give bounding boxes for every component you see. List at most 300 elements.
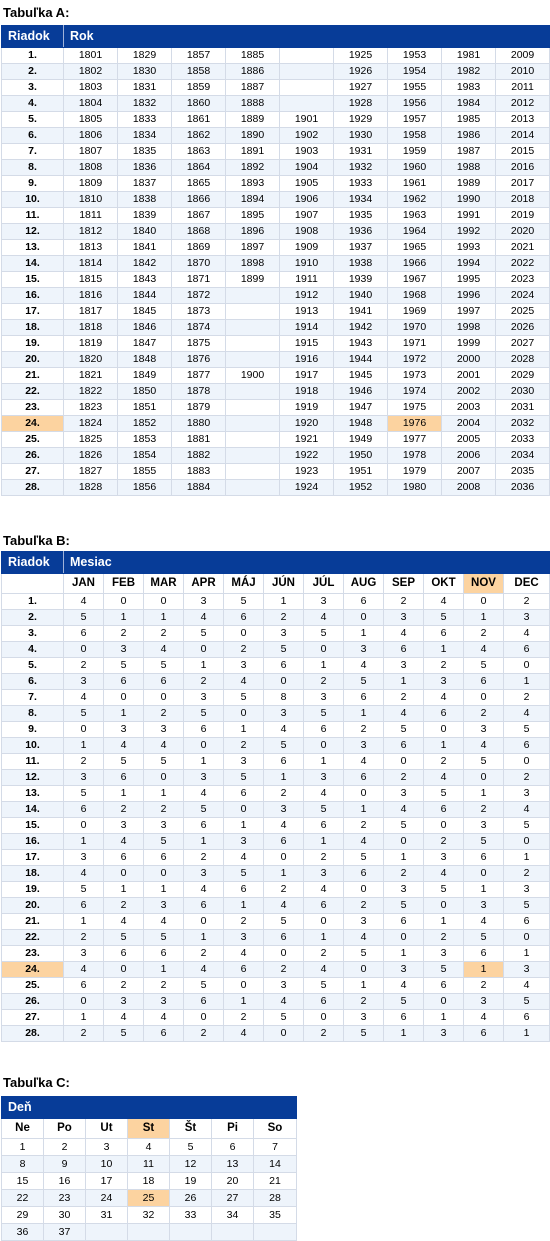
month-value-cell: 3 — [384, 610, 424, 626]
month-value-cell: 3 — [384, 882, 424, 898]
month-value-cell: 6 — [464, 850, 504, 866]
year-cell: 1882 — [172, 448, 226, 464]
year-cell: 1980 — [388, 480, 442, 496]
month-value-cell: 5 — [344, 674, 384, 690]
month-value-cell: 3 — [504, 786, 550, 802]
month-value-cell: 1 — [224, 818, 264, 834]
month-value-cell: 5 — [184, 802, 224, 818]
day-cell: 1 — [2, 1139, 44, 1156]
month-value-cell: 5 — [144, 834, 184, 850]
year-cell: 2025 — [496, 304, 550, 320]
year-cell: 2036 — [496, 480, 550, 496]
year-cell: 1903 — [280, 144, 334, 160]
month-value-cell: 6 — [104, 770, 144, 786]
year-cell — [226, 416, 280, 432]
year-cell: 1925 — [334, 48, 388, 64]
month-value-cell: 1 — [104, 786, 144, 802]
row-label: 23. — [2, 946, 64, 962]
year-cell: 1838 — [118, 192, 172, 208]
year-cell: 1886 — [226, 64, 280, 80]
year-cell: 1817 — [64, 304, 118, 320]
month-value-cell: 6 — [384, 738, 424, 754]
row-label: 28. — [2, 480, 64, 496]
table-row — [2, 320, 550, 336]
month-value-cell: 3 — [504, 962, 550, 978]
year-cell: 1816 — [64, 288, 118, 304]
month-value-cell: 0 — [464, 770, 504, 786]
day-cell: 24 — [86, 1190, 128, 1207]
year-cell: 1835 — [118, 144, 172, 160]
year-cell: 1970 — [388, 320, 442, 336]
table-row — [2, 1139, 297, 1156]
month-value-cell: 6 — [504, 738, 550, 754]
row-label: 5. — [2, 658, 64, 674]
year-cell: 1856 — [118, 480, 172, 496]
year-cell: 1893 — [226, 176, 280, 192]
month-value-cell: 1 — [144, 962, 184, 978]
month-value-cell: 4 — [424, 770, 464, 786]
year-cell: 2033 — [496, 432, 550, 448]
year-cell: 1811 — [64, 208, 118, 224]
month-value-cell: 4 — [264, 818, 304, 834]
day-cell: 8 — [2, 1156, 44, 1173]
year-cell: 1820 — [64, 352, 118, 368]
year-cell — [280, 80, 334, 96]
row-label: 20. — [2, 352, 64, 368]
month-value-cell: 4 — [264, 898, 304, 914]
month-value-cell: 3 — [144, 818, 184, 834]
year-cell: 1861 — [172, 112, 226, 128]
day-name-cell: St — [128, 1119, 170, 1139]
year-cell: 1871 — [172, 272, 226, 288]
month-value-cell: 0 — [184, 1010, 224, 1026]
table-row — [2, 368, 550, 384]
year-cell: 1892 — [226, 160, 280, 176]
table-row — [2, 914, 550, 930]
row-label: 5. — [2, 112, 64, 128]
month-value-cell: 5 — [104, 1026, 144, 1042]
row-label: 15. — [2, 272, 64, 288]
month-value-cell: 0 — [344, 786, 384, 802]
month-value-cell: 2 — [144, 802, 184, 818]
month-value-cell: 2 — [64, 930, 104, 946]
table-b-caption: Tabuľka B: — [3, 533, 70, 548]
month-value-cell: 1 — [224, 898, 264, 914]
month-value-cell: 3 — [304, 866, 344, 882]
month-value-cell: 5 — [264, 914, 304, 930]
day-cell — [86, 1224, 128, 1241]
year-cell: 1823 — [64, 400, 118, 416]
month-value-cell: 0 — [384, 834, 424, 850]
year-cell: 1996 — [442, 288, 496, 304]
month-value-cell: 0 — [424, 994, 464, 1010]
month-value-cell: 2 — [104, 626, 144, 642]
month-value-cell: 1 — [224, 722, 264, 738]
year-cell: 1982 — [442, 64, 496, 80]
year-cell: 1900 — [226, 368, 280, 384]
year-cell: 1915 — [280, 336, 334, 352]
month-value-cell: 1 — [384, 946, 424, 962]
day-cell — [170, 1224, 212, 1241]
month-value-cell: 3 — [64, 770, 104, 786]
month-value-cell: 0 — [64, 642, 104, 658]
month-value-cell: 5 — [224, 866, 264, 882]
month-value-cell: 6 — [504, 642, 550, 658]
month-value-cell: 0 — [144, 690, 184, 706]
year-cell: 2014 — [496, 128, 550, 144]
year-cell: 1810 — [64, 192, 118, 208]
year-cell: 1930 — [334, 128, 388, 144]
year-cell: 1864 — [172, 160, 226, 176]
month-value-cell: 4 — [504, 706, 550, 722]
year-cell — [226, 384, 280, 400]
month-júl: JÚL — [304, 574, 344, 594]
year-cell: 1850 — [118, 384, 172, 400]
month-value-cell: 4 — [184, 882, 224, 898]
year-cell: 1944 — [334, 352, 388, 368]
month-value-cell: 6 — [264, 834, 304, 850]
year-cell: 1815 — [64, 272, 118, 288]
month-value-cell: 1 — [424, 738, 464, 754]
month-value-cell: 5 — [504, 722, 550, 738]
year-cell: 1846 — [118, 320, 172, 336]
month-value-cell: 4 — [64, 962, 104, 978]
year-cell: 1947 — [334, 400, 388, 416]
month-value-cell: 5 — [64, 610, 104, 626]
year-cell: 1977 — [388, 432, 442, 448]
year-cell: 1958 — [388, 128, 442, 144]
month-value-cell: 2 — [184, 946, 224, 962]
year-cell: 1952 — [334, 480, 388, 496]
month-value-cell: 0 — [304, 1010, 344, 1026]
month-value-cell: 1 — [64, 914, 104, 930]
day-cell: 19 — [170, 1173, 212, 1190]
year-cell: 1813 — [64, 240, 118, 256]
month-value-cell: 4 — [384, 626, 424, 642]
table-row — [2, 256, 550, 272]
year-cell: 2001 — [442, 368, 496, 384]
table-row — [2, 610, 550, 626]
month-value-cell: 5 — [264, 738, 304, 754]
month-value-cell: 2 — [224, 738, 264, 754]
year-cell: 2002 — [442, 384, 496, 400]
month-value-cell: 6 — [304, 818, 344, 834]
day-cell: 7 — [254, 1139, 297, 1156]
row-label: 27. — [2, 1010, 64, 1026]
month-value-cell: 6 — [104, 674, 144, 690]
table-row — [2, 464, 550, 480]
month-value-cell: 1 — [104, 706, 144, 722]
year-cell: 1992 — [442, 224, 496, 240]
day-cell: 11 — [128, 1156, 170, 1173]
month-value-cell: 2 — [384, 690, 424, 706]
month-value-cell: 2 — [104, 802, 144, 818]
year-cell: 1896 — [226, 224, 280, 240]
year-cell: 1906 — [280, 192, 334, 208]
year-cell: 1995 — [442, 272, 496, 288]
day-cell: 29 — [2, 1207, 44, 1224]
table-row — [2, 962, 550, 978]
month-value-cell: 5 — [424, 882, 464, 898]
month-value-cell: 2 — [224, 642, 264, 658]
month-value-cell: 0 — [464, 866, 504, 882]
day-cell: 5 — [170, 1139, 212, 1156]
day-cell: 2 — [44, 1139, 86, 1156]
table-row — [2, 144, 550, 160]
table-c-caption: Tabuľka C: — [3, 1075, 70, 1090]
month-value-cell: 2 — [264, 882, 304, 898]
month-value-cell: 4 — [184, 962, 224, 978]
month-value-cell: 4 — [464, 642, 504, 658]
row-label: 14. — [2, 256, 64, 272]
table-row — [2, 1190, 297, 1207]
month-value-cell: 1 — [344, 978, 384, 994]
month-value-cell: 5 — [464, 658, 504, 674]
year-cell — [226, 400, 280, 416]
year-cell: 2022 — [496, 256, 550, 272]
year-cell: 1963 — [388, 208, 442, 224]
month-value-cell: 4 — [184, 786, 224, 802]
year-cell: 1924 — [280, 480, 334, 496]
table-row — [2, 384, 550, 400]
month-value-cell: 0 — [184, 642, 224, 658]
month-value-cell: 5 — [504, 898, 550, 914]
month-value-cell: 3 — [104, 642, 144, 658]
year-cell: 1907 — [280, 208, 334, 224]
row-label: 6. — [2, 674, 64, 690]
month-value-cell: 4 — [64, 866, 104, 882]
table-row — [2, 770, 550, 786]
month-value-cell: 4 — [344, 754, 384, 770]
row-label: 17. — [2, 304, 64, 320]
year-cell: 1948 — [334, 416, 388, 432]
month-value-cell: 0 — [104, 866, 144, 882]
year-cell: 1950 — [334, 448, 388, 464]
table-row — [2, 1026, 550, 1042]
year-cell: 1891 — [226, 144, 280, 160]
year-cell: 1929 — [334, 112, 388, 128]
month-value-cell: 6 — [384, 914, 424, 930]
year-cell: 1968 — [388, 288, 442, 304]
table-row — [2, 272, 550, 288]
month-value-cell: 3 — [344, 642, 384, 658]
month-value-cell: 4 — [384, 978, 424, 994]
year-cell: 1902 — [280, 128, 334, 144]
year-cell: 1984 — [442, 96, 496, 112]
month-value-cell: 3 — [184, 866, 224, 882]
year-cell: 1927 — [334, 80, 388, 96]
year-cell: 1941 — [334, 304, 388, 320]
year-cell: 1959 — [388, 144, 442, 160]
month-value-cell: 4 — [224, 1026, 264, 1042]
year-cell: 2008 — [442, 480, 496, 496]
month-value-cell: 0 — [384, 754, 424, 770]
month-value-cell: 4 — [104, 914, 144, 930]
month-value-cell: 5 — [64, 882, 104, 898]
table-row — [2, 192, 550, 208]
row-label: 22. — [2, 384, 64, 400]
month-value-cell: 1 — [384, 1026, 424, 1042]
year-cell: 1842 — [118, 256, 172, 272]
month-apr: APR — [184, 574, 224, 594]
year-cell: 1931 — [334, 144, 388, 160]
row-label: 12. — [2, 770, 64, 786]
year-cell: 2007 — [442, 464, 496, 480]
year-cell: 1973 — [388, 368, 442, 384]
year-cell: 1917 — [280, 368, 334, 384]
year-cell: 1879 — [172, 400, 226, 416]
year-cell: 1974 — [388, 384, 442, 400]
month-value-cell: 2 — [344, 722, 384, 738]
day-cell: 32 — [128, 1207, 170, 1224]
month-value-cell: 4 — [104, 834, 144, 850]
table-row — [2, 224, 550, 240]
year-cell: 1894 — [226, 192, 280, 208]
year-cell: 2017 — [496, 176, 550, 192]
month-value-cell: 2 — [424, 658, 464, 674]
month-value-cell: 4 — [224, 674, 264, 690]
row-label: 6. — [2, 128, 64, 144]
month-value-cell: 0 — [64, 818, 104, 834]
row-label: 3. — [2, 626, 64, 642]
day-cell: 31 — [86, 1207, 128, 1224]
year-cell: 1890 — [226, 128, 280, 144]
table-row — [2, 304, 550, 320]
month-value-cell: 2 — [464, 626, 504, 642]
month-value-cell: 5 — [504, 994, 550, 1010]
year-cell: 1988 — [442, 160, 496, 176]
year-cell: 1920 — [280, 416, 334, 432]
month-value-cell: 6 — [64, 626, 104, 642]
year-cell — [226, 304, 280, 320]
month-value-cell: 3 — [224, 930, 264, 946]
year-cell: 1962 — [388, 192, 442, 208]
month-value-cell: 6 — [384, 1010, 424, 1026]
month-value-cell: 4 — [384, 706, 424, 722]
day-cell: 36 — [2, 1224, 44, 1241]
year-cell: 1843 — [118, 272, 172, 288]
day-cell: 12 — [170, 1156, 212, 1173]
year-cell: 2030 — [496, 384, 550, 400]
month-value-cell: 8 — [264, 690, 304, 706]
month-mar: MAR — [144, 574, 184, 594]
row-label: 18. — [2, 320, 64, 336]
year-cell: 1956 — [388, 96, 442, 112]
year-cell: 1913 — [280, 304, 334, 320]
month-value-cell: 4 — [64, 594, 104, 610]
month-value-cell: 5 — [304, 626, 344, 642]
year-cell: 1872 — [172, 288, 226, 304]
month-value-cell: 3 — [104, 994, 144, 1010]
month-value-cell: 2 — [144, 626, 184, 642]
table-row — [2, 480, 550, 496]
table-row — [2, 866, 550, 882]
month-value-cell: 3 — [344, 738, 384, 754]
year-cell: 1914 — [280, 320, 334, 336]
row-label: 24. — [2, 962, 64, 978]
year-cell: 1825 — [64, 432, 118, 448]
month-value-cell: 0 — [64, 722, 104, 738]
month-value-cell: 5 — [264, 1010, 304, 1026]
month-value-cell: 6 — [264, 930, 304, 946]
row-label: 22. — [2, 930, 64, 946]
table-row — [2, 658, 550, 674]
year-cell: 1870 — [172, 256, 226, 272]
row-label: 4. — [2, 642, 64, 658]
month-value-cell: 0 — [144, 770, 184, 786]
year-cell: 1954 — [388, 64, 442, 80]
year-cell: 1918 — [280, 384, 334, 400]
month-value-cell: 0 — [504, 658, 550, 674]
day-cell: 9 — [44, 1156, 86, 1173]
row-label: 13. — [2, 240, 64, 256]
year-cell: 1874 — [172, 320, 226, 336]
month-value-cell: 1 — [424, 914, 464, 930]
table-row — [2, 642, 550, 658]
year-cell: 1949 — [334, 432, 388, 448]
year-cell: 1858 — [172, 64, 226, 80]
year-cell: 2018 — [496, 192, 550, 208]
year-cell: 1932 — [334, 160, 388, 176]
row-label: 24. — [2, 416, 64, 432]
row-label: 2. — [2, 610, 64, 626]
month-value-cell: 5 — [304, 978, 344, 994]
table-row — [2, 674, 550, 690]
table-row — [2, 946, 550, 962]
year-cell: 1830 — [118, 64, 172, 80]
table-a-caption: Tabuľka A: — [3, 5, 70, 20]
year-cell: 1999 — [442, 336, 496, 352]
month-value-cell: 1 — [64, 834, 104, 850]
year-cell: 1978 — [388, 448, 442, 464]
month-value-cell: 3 — [424, 674, 464, 690]
month-value-cell: 6 — [144, 674, 184, 690]
row-label: 28. — [2, 1026, 64, 1042]
month-value-cell: 0 — [224, 626, 264, 642]
row-label: 8. — [2, 706, 64, 722]
month-value-cell: 1 — [184, 834, 224, 850]
month-value-cell: 4 — [464, 738, 504, 754]
day-cell: 23 — [44, 1190, 86, 1207]
table-row — [2, 1207, 297, 1224]
day-cell: 14 — [254, 1156, 297, 1173]
row-label: 15. — [2, 818, 64, 834]
month-value-cell: 6 — [104, 946, 144, 962]
row-label: 9. — [2, 176, 64, 192]
month-value-cell: 0 — [264, 946, 304, 962]
month-value-cell: 0 — [64, 994, 104, 1010]
table-row — [2, 882, 550, 898]
day-name-cell: Ut — [86, 1119, 128, 1139]
day-cell: 21 — [254, 1173, 297, 1190]
month-value-cell: 1 — [184, 658, 224, 674]
table-row — [2, 978, 550, 994]
month-value-cell: 1 — [264, 866, 304, 882]
month-value-cell: 2 — [64, 1026, 104, 1042]
month-value-cell: 4 — [504, 802, 550, 818]
year-cell: 1935 — [334, 208, 388, 224]
year-cell: 1898 — [226, 256, 280, 272]
month-value-cell: 1 — [504, 674, 550, 690]
year-cell: 2024 — [496, 288, 550, 304]
year-cell: 1909 — [280, 240, 334, 256]
month-value-cell: 6 — [64, 978, 104, 994]
table-row — [2, 930, 550, 946]
year-cell: 2029 — [496, 368, 550, 384]
table-row — [2, 400, 550, 416]
year-cell: 1937 — [334, 240, 388, 256]
year-cell: 1803 — [64, 80, 118, 96]
